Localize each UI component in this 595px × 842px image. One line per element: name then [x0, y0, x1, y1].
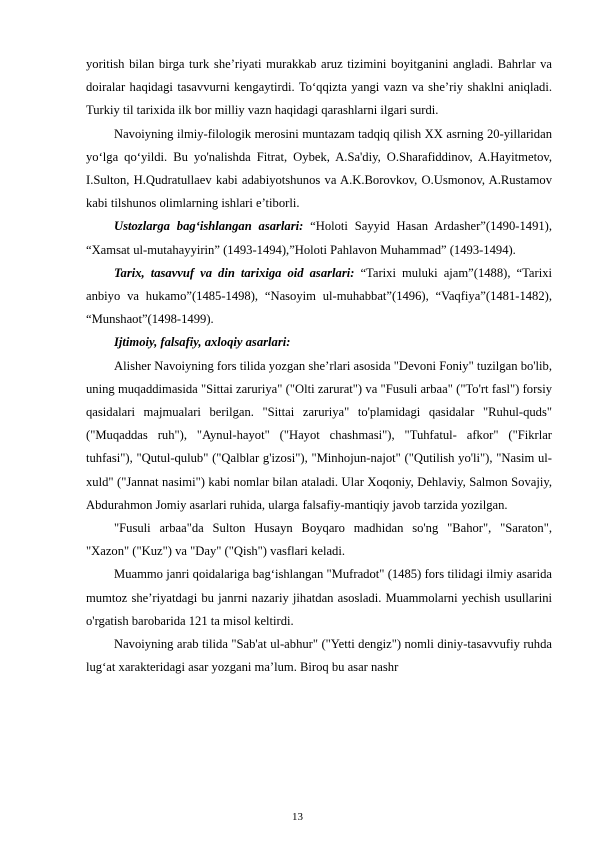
paragraph-text: Navoiyning arab tilida "Sab'at ul-abhur" ("Yetti dengiz") nomli diniy-tasavvufiy ruhda lug‘at xarakteridagi asar yozgani ma’lum. Biroq bu asar nashr — [86, 637, 552, 675]
paragraph-1 — [86, 53, 552, 123]
paragraph-2 — [86, 123, 552, 216]
page-number: 13 — [292, 811, 303, 823]
paragraph-text: yoritish bilan birga turk she’riyati murakkab aruz tizimini boyitganini angladi. Bahrlar va doiralar haqidagi tasavvurni kengaytirdi. To‘qqizta yangi vazn va she’riy shaklni aniqladi. Turkiy til tarixida ilk bor milliy vazn haqidagi qarashlarni ilgari surdi. — [86, 57, 552, 118]
document-page — [86, 53, 552, 679]
paragraph-mufradot — [86, 563, 552, 633]
paragraph-text: Alisher Navoiyning fors tilida yozgan she’rlari asosida "Devoni Foniy" tuzilgan bo'lib, uning muqaddimasida "Sittai zaruriya" ("Olti zarurat") va "Fusuli arbaa" ("To'rt fasl") forsiy qasidalari majmualari berilgan. "Sittai zaruriya" to'plamidagi qasidalar "Ruhul-quds" ("Muqaddas ruh"), "Aynul-hayot" ("Hayot chashmasi"), "Tuhfatul- afkor" ("Fikrlar tuhfasi"), "Qutul-qulub" ("Qalblar g'izosi"), "Minhojun-najot" ("Qutilish yo'li"), "Nasim ul-xuld" ("Jannat nasimi") kabi nomlar bilan ataladi. Ular Xoqoniy, Dehlaviy, Salmon Sovajiy, Abdurahmon Jomiy asarlari ruhida, ularga falsafiy-mantiqiy javob tarzida yozilgan. — [86, 358, 552, 512]
paragraph-devoni-foniy — [86, 355, 552, 517]
section-heading: Ustozlarga bag‘ishlangan asarlari: — [114, 219, 304, 234]
paragraph-text: “Holoti Sayyid Hasan Ardasher”(1490-1491), “Xamsat ul-mutahayyirin” (1493-1494),”Holoti Pahlavon Muhammad” (1493-1494). — [86, 219, 553, 257]
paragraph-text: Muammo janri qoidalariga bag‘ishlangan "Mufradot" (1485) fors tilidagi ilmiy asarida mumtoz she’riyatdagi bu janrni nazariy jihatdan asosladi. Muammolarni yechish usullarini o'rgatish barobarida 121 ta misol keltirdi. — [86, 567, 552, 628]
paragraph-fusuli-arbaa — [86, 517, 552, 563]
paragraph-teachers-works — [86, 215, 552, 261]
paragraph-text: “Tarixi muluki ajam”(1488), “Tarixi anbiyo va hukamo”(1485-1498), “Nasoyim ul-muhabbat”(1496), “Vaqfiya”(1481-1482), “Munshaot”(1498-1499). — [86, 265, 552, 327]
paragraph-social-works-heading — [86, 331, 552, 354]
paragraph-text: Navoiyning ilmiy-filologik merosini muntazam tadqiq qilish XX asrning 20-yillaridan yo‘lga qo‘yildi. Bu yo'nalishda Fitrat, Oybek, A.Sa'diy, O.Sharafiddinov, A.Hayitmetov, I.Sulton, H.Qudratullaev kabi adabiyotshunos va A.K.Borovkov, O.Usmonov, A.Rustamov kabi tilshunos olimlarning ishlari e’tiborli. — [86, 126, 552, 211]
section-heading: Ijtimoiy, falsafiy, axloqiy asarlari: — [114, 335, 291, 350]
section-heading: Tarix, tasavvuf va din tarixiga oid asarlari: — [114, 265, 355, 280]
paragraph-sabat-ul-abhur — [86, 633, 552, 679]
paragraph-text: "Fusuli arbaa"da Sulton Husayn Boyqaro madhidan so'ng "Bahor", "Saraton", "Xazon" ("Kuz") va "Day" ("Qish") vasflari keladi. — [86, 521, 552, 559]
paragraph-history-works — [86, 262, 552, 332]
